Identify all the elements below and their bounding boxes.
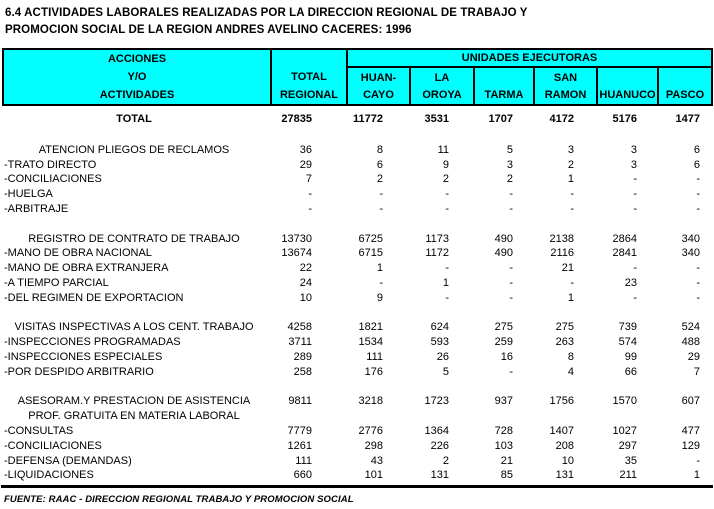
row-label: VISITAS INSPECTIVAS A LOS CENT. TRABAJO [14,321,254,334]
header-total-line1: TOTAL [291,71,327,83]
row-value: 99 [624,350,637,363]
row-value: 13674 [281,247,312,260]
table-row [0,128,714,143]
row-label: -ARBITRAJE [4,202,69,215]
row-value: 1027 [612,424,637,437]
row-value [407,217,471,232]
table-row [0,365,714,380]
row-value: 1 [693,469,700,482]
row-value: 6 [693,143,700,156]
header-col-pasco-line2: PASCO [665,89,705,101]
header-col-san-ramon-line2: RAMON [544,89,587,101]
row-value: - [445,291,449,304]
row-value: 22 [299,262,312,275]
header-col-san-ramon [533,68,596,104]
row-value: 1570 [612,395,637,408]
row-value [531,306,594,321]
row-value: 3 [567,143,574,156]
row-value: 5 [442,365,449,378]
row-value: - [696,262,700,275]
table-row [0,187,714,202]
row-value: 3711 [288,336,312,349]
row-value: 3 [630,158,637,171]
row-value: 2138 [549,232,574,245]
row-value: - [308,188,312,201]
row-value [268,128,344,143]
row-value: 7 [693,365,700,378]
row-value [653,409,714,424]
row-value [594,217,653,232]
row-value: - [696,291,700,304]
row-value: 29 [299,158,312,171]
row-label: -HUELGA [4,188,53,201]
row-value: 728 [494,424,513,437]
row-value: - [633,188,637,201]
row-value: 176 [364,365,383,378]
table-row [0,158,714,173]
row-value: - [633,202,637,215]
row-value: 27835 [281,113,312,125]
row-value: - [696,202,700,215]
row-value: 29 [687,350,700,363]
table-row [0,246,714,261]
row-value: - [379,276,383,289]
row-value: 226 [430,439,449,452]
table-row [0,380,714,395]
row-label: TOTAL [116,113,152,125]
header-actions-line1: ACCIONES [107,53,167,65]
row-value: 211 [619,469,637,482]
row-value: 258 [293,365,312,378]
row-value: 2841 [612,247,637,260]
row-value: 2 [442,173,449,186]
row-label: -INSPECCIONES PROGRAMADAS [4,336,181,349]
row-value: 35 [624,454,637,467]
row-value: 1756 [549,395,574,408]
header-group-title: UNIDADES EJECUTORAS [348,50,711,68]
header-actions-cell [4,50,272,104]
row-value: 101 [364,469,383,482]
table-row [0,232,714,247]
row-value: 488 [681,336,700,349]
row-value [268,409,344,424]
row-value: 8 [376,143,383,156]
row-value: 131 [430,469,449,482]
row-value: 208 [555,439,574,452]
row-value: 5176 [612,113,637,125]
row-value: 340 [681,232,700,245]
page-title [0,0,714,39]
row-value [594,409,653,424]
row-label [0,306,268,321]
row-value: 1 [567,173,574,186]
row-value: 289 [293,350,312,363]
header-total-regional-cell [272,50,348,104]
row-value: - [509,291,513,304]
row-value: 624 [430,321,449,334]
row-value: - [379,202,383,215]
row-value: 1364 [424,424,449,437]
row-value [531,380,594,395]
row-value: 9 [376,291,383,304]
row-value: 6725 [358,232,383,245]
row-value: 16 [500,350,513,363]
row-value: 8 [567,350,574,363]
row-value [344,306,407,321]
row-value: 1 [567,291,574,304]
row-value [471,306,531,321]
header-col-pasco [657,68,711,104]
header-col-huancayo-line1: HUAN- [360,72,397,84]
row-value: 1172 [425,247,449,260]
row-value: 574 [618,336,637,349]
activities-table [2,48,713,106]
row-value [268,380,344,395]
row-value [344,409,407,424]
row-value: 2 [506,173,513,186]
header-col-huanuco [596,68,657,104]
header-col-san-ramon-line1: SAN [553,72,578,84]
row-value: 3 [630,143,637,156]
row-value: 129 [681,439,700,452]
row-value: 21 [561,262,574,275]
header-col-huanuco-line2: HUANUCO [599,89,656,101]
table-row [0,202,714,217]
row-value: - [509,276,513,289]
page-title-line1: 6.4 ACTIVIDADES LABORALES REALIZADAS POR LA DIRECCION REGIONAL DE TRABAJO Y [5,7,528,19]
row-label: PROF. GRATUITA EN MATERIA LABORAL [28,410,240,423]
row-value: 490 [494,247,513,260]
table-row [0,320,714,335]
row-value [407,306,471,321]
row-label: ATENCION PLIEGOS DE RECLAMOS [38,143,230,156]
row-value: 11 [437,143,449,156]
row-value [268,306,344,321]
row-value: 10 [299,291,312,304]
row-value: 2 [376,173,383,186]
row-value: 1707 [488,113,513,125]
table-row [0,306,714,321]
table-row [0,424,714,439]
row-value: 7 [305,173,312,186]
row-value: 24 [299,276,312,289]
row-value: 660 [293,469,312,482]
row-value: 7779 [287,424,312,437]
row-value: - [509,202,513,215]
table-row [0,217,714,232]
row-value: - [570,188,574,201]
row-label: -DEL REGIMEN DE EXPORTACION [4,291,184,304]
table-header [4,50,711,104]
row-value: 10 [561,454,574,467]
row-label: -MANO DE OBRA EXTRANJERA [4,262,169,275]
row-value: 1 [376,262,383,275]
row-label [0,217,268,232]
row-value: 2 [567,158,574,171]
row-value: 524 [681,321,700,334]
row-value: 85 [500,469,513,482]
row-label: -LIQUIDACIONES [4,469,94,482]
row-value [653,380,714,395]
header-col-tarma-line2: TARMA [484,89,524,101]
row-value: 66 [624,365,637,378]
row-value: 298 [364,439,383,452]
header-total-line2: REGIONAL [279,89,339,101]
row-value [531,217,594,232]
row-label: -CONCILIACIONES [4,173,102,186]
row-value: - [633,262,637,275]
row-value: 3218 [358,395,383,408]
row-value [653,217,714,232]
row-value: 275 [555,321,574,334]
row-value: 275 [494,321,513,334]
table-row [0,394,714,409]
row-value: 477 [681,424,700,437]
header-actions-line3: ACTIVIDADES [99,89,175,101]
row-value: - [570,202,574,215]
header-col-la-oroya-line1: LA [434,72,450,84]
row-value: 1723 [424,395,449,408]
table-row [0,261,714,276]
row-value [407,409,471,424]
table-row [0,350,714,365]
row-label: -TRATO DIRECTO [4,158,97,171]
row-value: - [696,276,700,289]
row-value: - [633,173,637,186]
row-value: 13730 [281,232,312,245]
row-value [344,217,407,232]
row-value [344,128,407,143]
row-value: 23 [624,276,637,289]
row-value: 937 [494,395,513,408]
row-value: 111 [295,454,312,467]
row-value: 131 [555,469,574,482]
row-label: -INSPECCIONES ESPECIALES [4,350,163,363]
row-value: 6 [376,158,383,171]
table-row [0,468,714,483]
table-row [0,276,714,291]
row-value: 5 [506,143,513,156]
row-value [268,217,344,232]
header-col-la-oroya [409,68,473,104]
row-value [407,128,471,143]
header-actions-line2: Y/O [127,71,147,83]
row-value [471,409,531,424]
row-value: 9 [442,158,449,171]
table-row [0,439,714,454]
table-row [0,172,714,187]
header-col-tarma [473,68,533,104]
row-value: 1173 [425,232,449,245]
row-value: - [445,188,449,201]
row-value: - [445,262,449,275]
row-label: -POR DESPIDO ARBITRARIO [4,365,154,378]
table-row [0,291,714,306]
row-value: 593 [430,336,449,349]
row-value: 21 [500,454,513,467]
row-value [471,128,531,143]
table-body [0,106,714,483]
table-row [0,335,714,350]
row-value [531,128,594,143]
row-value [594,380,653,395]
row-value [653,306,714,321]
row-label: -DEFENSA (DEMANDAS) [4,454,132,467]
row-value: 1 [442,276,449,289]
row-value: 1477 [675,113,700,125]
row-label: -CONSULTAS [4,424,74,437]
row-value: 3531 [424,113,449,125]
row-value: 6 [693,158,700,171]
row-value [594,306,653,321]
row-value [531,409,594,424]
row-value: 340 [681,247,700,260]
row-value: 103 [494,439,513,452]
row-value: 490 [494,232,513,245]
row-value: 607 [681,395,700,408]
row-value: - [633,291,637,304]
row-value: 1407 [549,424,574,437]
header-col-la-oroya-line2: OROYA [422,89,462,101]
row-value: 26 [436,350,449,363]
row-value: - [509,365,513,378]
row-label [0,380,268,395]
header-col-huancayo [348,68,409,104]
row-value: - [696,188,700,201]
row-value [471,380,531,395]
row-value: 263 [555,336,574,349]
row-label: ASESORAM.Y PRESTACION DE ASISTENCIA [17,395,251,408]
row-value [594,128,653,143]
row-value: 11772 [353,113,383,125]
row-value [471,217,531,232]
row-value: - [445,202,449,215]
row-value: 9811 [288,395,312,408]
row-value: - [696,454,700,467]
row-value: 6715 [358,247,383,260]
row-value: 4172 [549,113,574,125]
row-value: 2776 [358,424,383,437]
row-label: -MANO DE OBRA NACIONAL [4,247,152,260]
row-value [344,380,407,395]
table-row [0,454,714,469]
row-value: 2864 [612,232,637,245]
row-value: 3 [506,158,513,171]
row-value: - [570,276,574,289]
header-executors-group [348,50,711,104]
header-col-huancayo-line2: CAYO [363,89,394,101]
row-value: 1534 [358,336,383,349]
row-value: - [509,188,513,201]
footer-source: FUENTE: RAAC - DIRECCION REGIONAL TRABAJO Y PROMOCION SOCIAL [4,494,354,506]
table-row [0,110,714,128]
row-label: -CONCILIACIONES [4,439,102,452]
row-value: - [308,202,312,215]
row-label: REGISTRO DE CONTRATO DE TRABAJO [28,232,240,245]
row-value [653,128,714,143]
row-value: 2116 [550,247,574,260]
row-value: 36 [299,143,312,156]
row-value: 43 [370,454,383,467]
row-label: -A TIEMPO PARCIAL [4,276,109,289]
page-title-line2: PROMOCION SOCIAL DE LA REGION ANDRES AVELINO CACERES: 1996 [5,24,412,36]
row-value: 739 [618,321,637,334]
row-value: 1261 [287,439,312,452]
row-value: 4 [567,365,574,378]
table-row [0,143,714,158]
row-value: 297 [618,439,637,452]
header-executor-columns [348,68,711,104]
row-label [0,128,268,143]
row-value: 4258 [287,321,312,334]
row-value: - [379,188,383,201]
row-value: 1821 [358,321,383,334]
row-value [407,380,471,395]
row-value: 111 [366,350,383,363]
table-row [0,409,714,424]
row-value: 259 [494,336,513,349]
row-value: - [509,262,513,275]
row-value: - [696,173,700,186]
row-value: 2 [442,454,449,467]
